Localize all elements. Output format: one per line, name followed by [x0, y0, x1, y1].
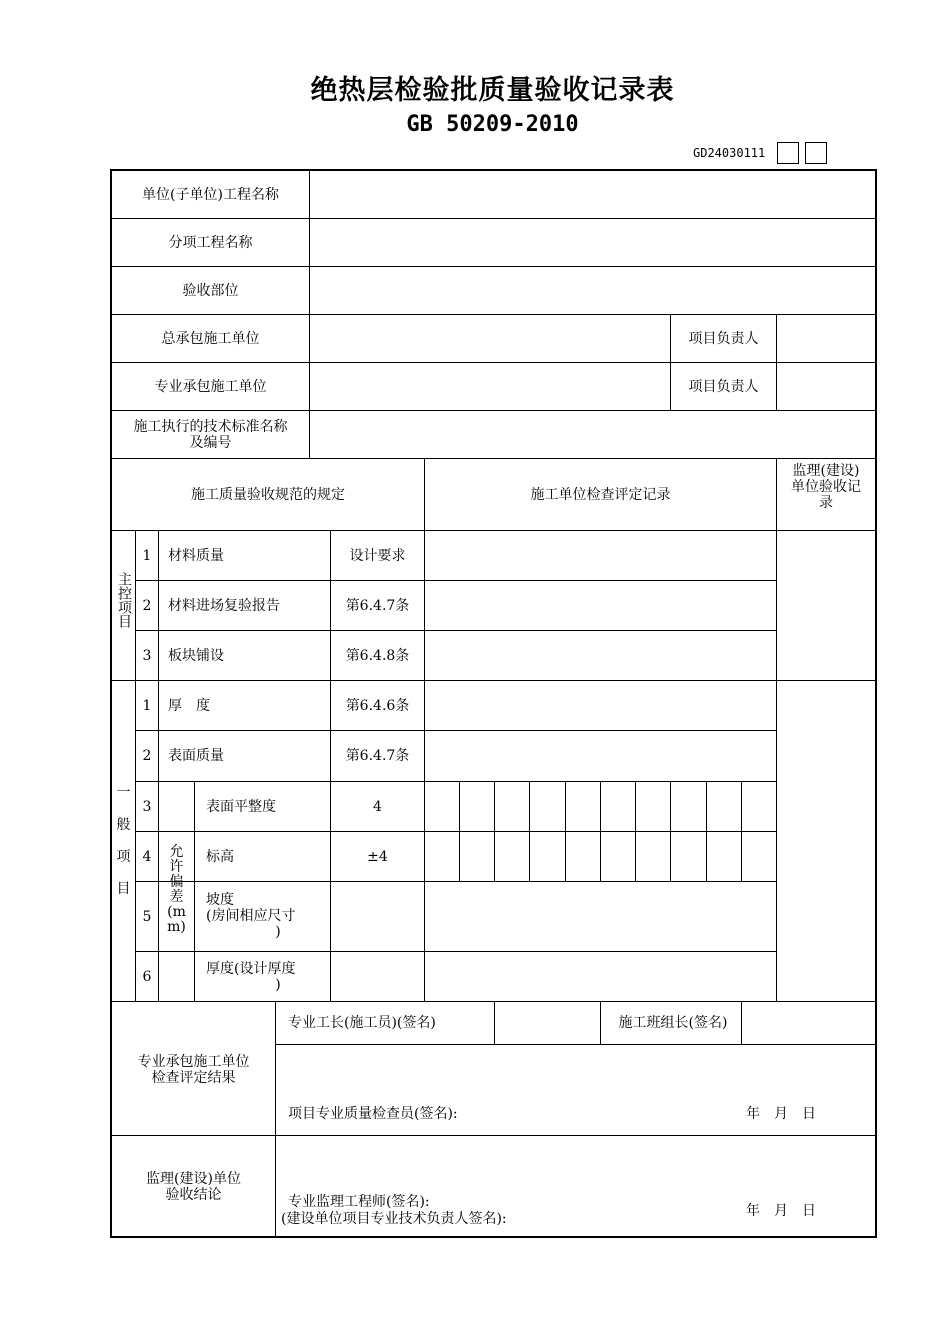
border-right: [875, 169, 877, 1238]
line: [275, 1044, 877, 1045]
dev-row-4-name: 标高: [206, 848, 234, 865]
label-sub-project: 分项工程名称: [168, 234, 253, 251]
form-code-box-2[interactable]: [805, 142, 827, 164]
general-row-1-no: 1: [142, 697, 152, 714]
dev-row-3-no: 3: [142, 798, 152, 815]
general-row-2-name: 表面质量: [168, 748, 224, 764]
general-row-1-clause: 第6.4.6条: [345, 697, 410, 714]
general-label-2: 般: [116, 817, 131, 833]
label-project-manager-2: 项目负责人: [688, 378, 759, 395]
dev-row-6-line1: 厚度(设计厚度: [206, 960, 296, 977]
sub-project-value[interactable]: [310, 219, 875, 266]
inspector-date: 年 月 日: [746, 1106, 816, 1122]
line: [459, 781, 460, 881]
line: [741, 781, 742, 881]
supervisor-conclusion-line1: 监理(建设)单位: [146, 1171, 241, 1187]
general-row-1-name: 厚 度: [168, 697, 210, 714]
main-items-label-text: 主控项目: [116, 572, 132, 628]
line: [110, 1135, 877, 1136]
main-row-1-record[interactable]: [425, 531, 776, 580]
standard-name-value[interactable]: [310, 411, 875, 458]
dev-row-4-no: 4: [142, 848, 152, 865]
supervisor-conclusion-line2: 验收结论: [165, 1187, 222, 1203]
standard-code: GB 50209-2010: [406, 112, 579, 137]
line: [706, 781, 707, 881]
dev-row-5-line1: 坡度: [206, 892, 234, 908]
unit-project-value[interactable]: [310, 171, 875, 218]
general-row-2-record[interactable]: [425, 731, 776, 781]
deviation-label: 允许偏差(mm): [167, 844, 186, 935]
main-row-2-record[interactable]: [425, 581, 776, 630]
inspector-label: 项目专业质量检查员(签名):: [288, 1106, 458, 1122]
line: [635, 781, 636, 881]
border-bottom: [110, 1236, 877, 1238]
standard-name-line2: 及编号: [189, 434, 232, 451]
main-row-1-name: 材料质量: [168, 547, 224, 564]
engineer-label: 专业监理工程师(签名):: [288, 1193, 430, 1210]
owner-rep-label: (建设单位项目专业技术负责人签名):: [281, 1210, 507, 1227]
line: [494, 781, 495, 881]
foreman-signature[interactable]: [495, 1002, 600, 1044]
dev-row-5-no: 5: [142, 908, 152, 925]
dev-row-4-value: ±4: [367, 848, 388, 865]
line: [670, 781, 671, 881]
form-code-box-1[interactable]: [777, 142, 799, 164]
general-row-1-record[interactable]: [425, 681, 776, 730]
main-row-3-record[interactable]: [425, 631, 776, 680]
label-general-contractor: 总承包施工单位: [161, 330, 260, 347]
line: [600, 781, 601, 881]
main-row-2-clause: 第6.4.7条: [345, 597, 410, 614]
main-row-1-no: 1: [142, 547, 152, 564]
dev-row-5-line3: ): [275, 924, 281, 940]
label-project-manager-1: 项目负责人: [688, 330, 759, 347]
general-label-1: 一: [116, 785, 131, 801]
dev-row-6-line2: ): [275, 976, 281, 993]
label-standard-name: [112, 411, 309, 458]
main-row-3-no: 3: [142, 647, 152, 664]
line: [600, 1001, 601, 1045]
dev-row-3-name: 表面平整度: [206, 798, 276, 815]
supervisor-conclusion-label: [112, 1162, 275, 1212]
line: [529, 781, 530, 881]
line: [135, 881, 776, 882]
project-manager-1-value[interactable]: [777, 315, 875, 362]
dev-row-6-value[interactable]: [331, 952, 424, 1001]
label-specialty-contractor: 专业承包施工单位: [154, 378, 267, 395]
team-leader-signature[interactable]: [742, 1002, 875, 1044]
project-manager-2-value[interactable]: [777, 363, 875, 410]
form-code: GD24030111: [693, 146, 766, 160]
line: [424, 781, 425, 1001]
general-label-3: 项: [116, 849, 131, 865]
dev-row-6-no: 6: [142, 968, 152, 985]
line: [194, 781, 195, 1001]
header-spec: 施工质量验收规范的规定: [191, 486, 345, 503]
dev-row-5-name: [206, 884, 330, 948]
main-row-1-clause: 设计要求: [349, 547, 406, 564]
supervisor-line1: 监理(建设): [792, 462, 860, 479]
page-title: 绝热层检验批质量验收记录表: [310, 75, 675, 106]
main-row-2-no: 2: [142, 597, 152, 614]
dev-row-5-value[interactable]: [331, 882, 424, 951]
main-row-3-clause: 第6.4.8条: [345, 647, 410, 664]
conclusion-date: 年 月 日: [746, 1203, 816, 1219]
line: [275, 1001, 276, 1237]
line: [565, 781, 566, 881]
header-supervisor: [777, 459, 875, 514]
contractor-result-line1: 专业承包施工单位: [137, 1054, 250, 1070]
acceptance-part-value[interactable]: [310, 267, 875, 314]
dev-row-6-name: [206, 954, 330, 999]
supervisor-line3: 录: [819, 494, 833, 511]
main-row-2-name: 材料进场复验报告: [168, 597, 280, 614]
general-label-4: 目: [116, 881, 131, 897]
general-row-2-clause: 第6.4.7条: [345, 748, 410, 764]
foreman-label: 专业工长(施工员)(签名): [288, 1015, 436, 1031]
contractor-result-line2: 检查评定结果: [151, 1070, 236, 1086]
standard-name-line1: 施工执行的技术标准名称: [133, 418, 288, 435]
label-unit-project: 单位(子单位)工程名称: [142, 186, 279, 203]
general-row-2-no: 2: [142, 748, 152, 764]
line: [776, 458, 777, 1001]
contractor-result-label: [112, 1045, 275, 1095]
specialty-contractor-value[interactable]: [310, 363, 670, 410]
general-contractor-value[interactable]: [310, 315, 670, 362]
header-record: 施工单位检查评定记录: [530, 486, 671, 503]
main-row-3-name: 板块铺设: [168, 647, 224, 664]
dev-row-3-value: 4: [373, 798, 382, 815]
main-items-label: [112, 560, 135, 640]
team-leader-label: 施工班组长(签名): [618, 1015, 728, 1031]
dev-row-5-line2: (房间相应尺寸: [206, 908, 296, 924]
label-acceptance-part: 验收部位: [182, 282, 239, 299]
line: [135, 951, 776, 952]
supervisor-line2: 单位验收记: [791, 478, 861, 495]
